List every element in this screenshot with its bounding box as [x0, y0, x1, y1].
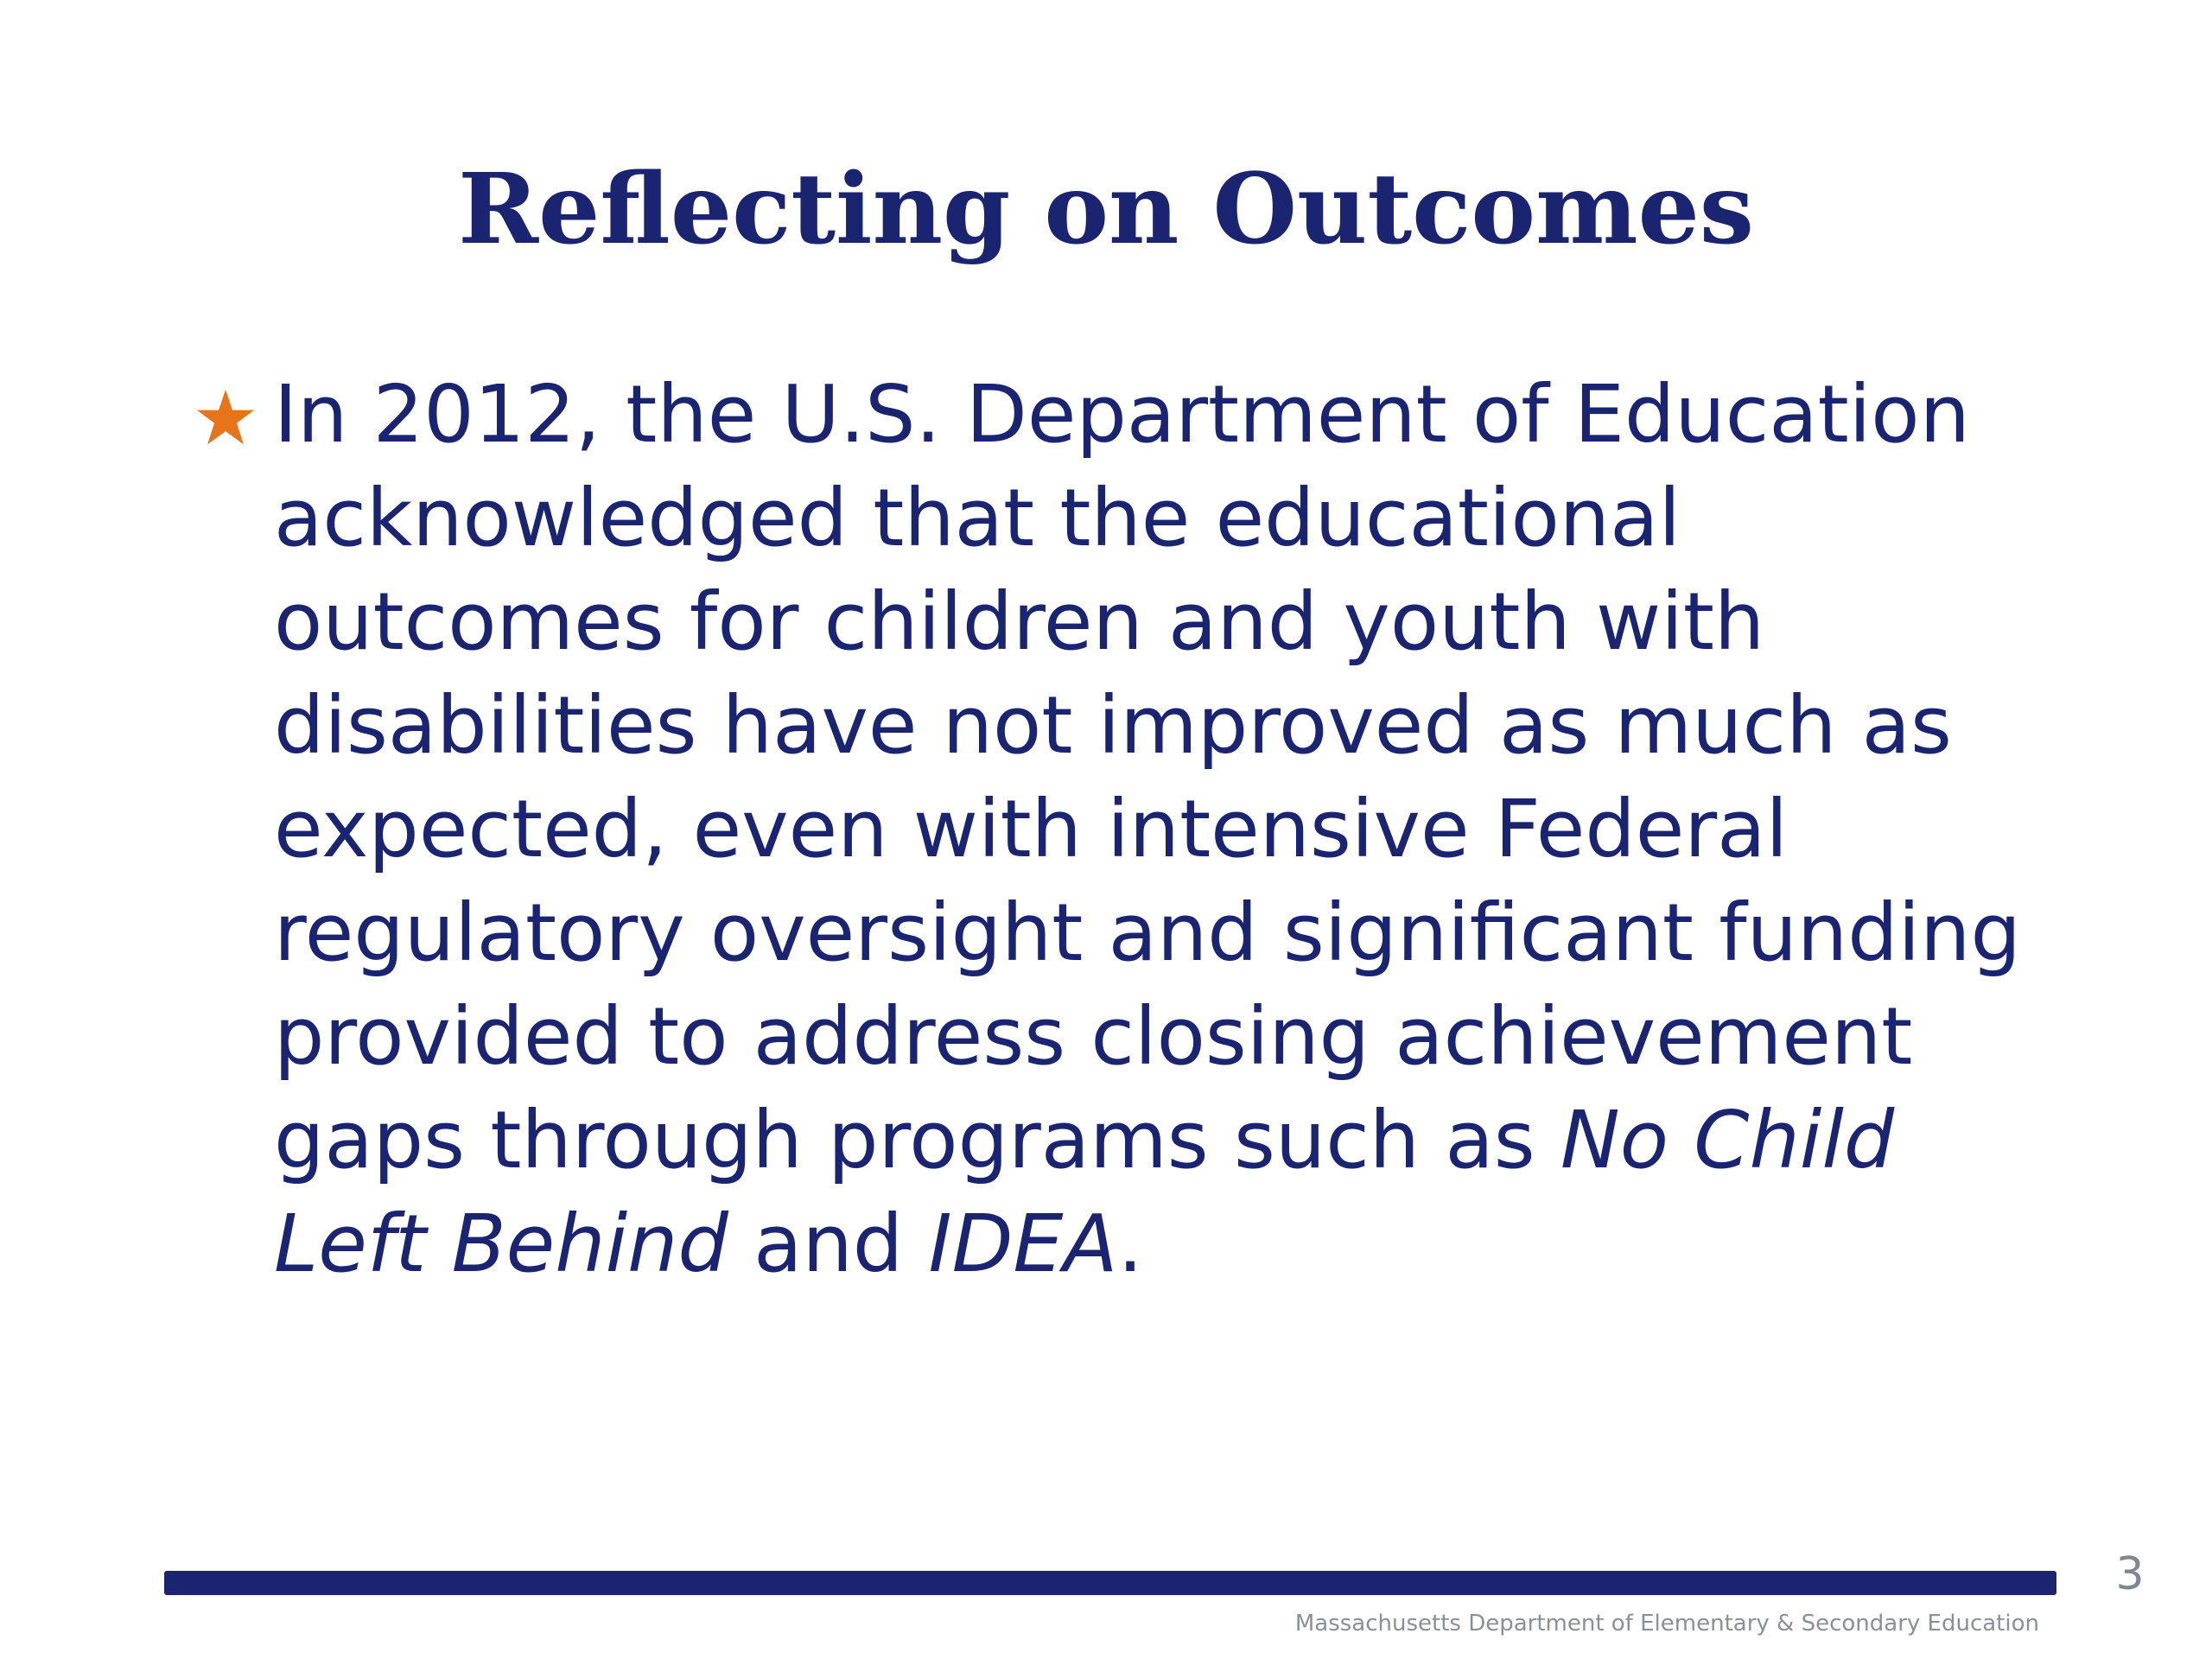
bullet-text: [274, 363, 2054, 1296]
star-icon: [194, 387, 257, 449]
footer-divider: [164, 1571, 2056, 1595]
bullet-text-after: .: [1117, 1198, 1143, 1290]
slide-title: Reflecting on Outcomes: [458, 153, 1754, 266]
bullet-text-before: In 2012, the U.S. Department of Education acknowledged that the educational outcomes for children and youth with disabilities have not improved as much as expected, even with intensive Federal regulatory oversight and significant funding provided to address closing achievement gaps through programs such as: [274, 368, 2021, 1186]
page-number: 3: [2115, 1548, 2145, 1600]
bullet-text-middle: and: [728, 1198, 929, 1290]
bullet-italic-nclb: No Child Left Behind: [274, 1094, 1895, 1290]
footer-organization: Massachusetts Department of Elementary & Secondary Education: [1294, 1611, 2039, 1637]
bullet-italic-idea: IDEA: [928, 1198, 1118, 1290]
